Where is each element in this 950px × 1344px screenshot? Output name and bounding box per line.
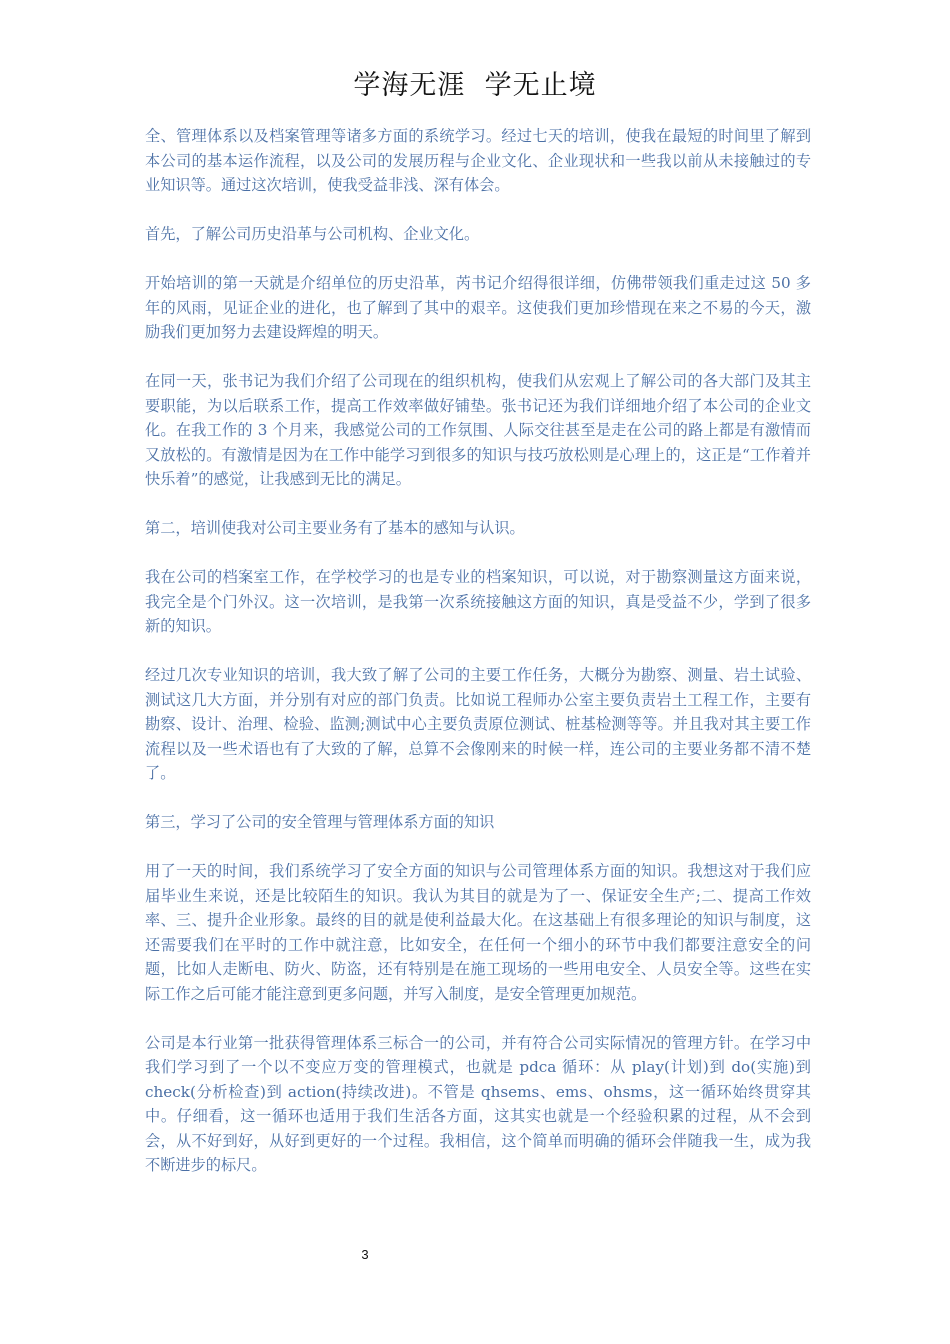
- section-heading: 首先，了解公司历史沿革与公司机构、企业文化。: [145, 225, 480, 243]
- paragraph: 在同一天，张书记为我们介绍了公司现在的组织机构，使我们从宏观上了解公司的各大部门及其主要职能，为以后联系工作，提高工作效率做好铺垫。张书记还为我们详细地介绍了本公司的企业文化。在我工作的 3 个月来，我感觉公司的工作氛围、人际交往甚至是走在公司的路上都是有激情而又放松的。有激情是因为在工作中能学习到很多的知识与技巧放松则是心理上的，这正是“工作着并快乐着”的感觉，让我感到无比的满足。: [145, 372, 811, 488]
- page-number: 3: [361, 1247, 369, 1262]
- paragraph: 公司是本行业第一批获得管理体系三标合一的公司，并有符合公司实际情况的管理方针。在学习中我们学习到了一个以不变应万变的管理模式，也就是 pdca 循环：从 play(计划)到 do(实施)到 check(分析检查)到 action(持续改进)。不管是 qhsems、ems、ohsms，这一循环始终贯穿其中。仔细看，这一循环也适用于我们生活各方面，这其实也就是一个经验积累的过程，从不会到会，从不好到好，从好到更好的一个过程。我相信，这个简单而明确的循环会伴随我一生，成为我不断进步的标尺。: [145, 1033, 811, 1174]
- paragraph: 开始培训的第一天就是介绍单位的历史沿革，芮书记介绍得很详细，仿佛带领我们重走过这 50 多年的风雨，见证企业的进化，也了解到了其中的艰辛。这使我们更加珍惜现在来之不易的今天，激励我们更加努力去建设辉煌的明天。: [145, 274, 811, 341]
- paragraph: 我在公司的档案室工作，在学校学习的也是专业的档案知识，可以说，对于勘察测量这方面来说，我完全是个门外汉。这一次培训，是我第一次系统接触这方面的知识，真是受益不少，学到了很多新的知识。: [145, 568, 811, 635]
- page-header-title: 学海无涯 学无止境: [353, 70, 597, 101]
- paragraph: 全、管理体系以及档案管理等诸多方面的系统学习。经过七天的培训，使我在最短的时间里了解到本公司的基本运作流程，以及公司的发展历程与企业文化、企业现状和一些我以前从未接触过的专业知识等。通过这次培训，使我受益非浅、深有体会。: [145, 127, 811, 194]
- section-heading: 第二，培训使我对公司主要业务有了基本的感知与认识。: [145, 519, 525, 537]
- paragraph: 经过几次专业知识的培训，我大致了解了公司的主要工作任务，大概分为勘察、测量、岩土试验、测试这几大方面，并分别有对应的部门负责。比如说工程师办公室主要负责岩土工程工作，主要有勘察、设计、治理、检验、监测;测试中心主要负责原位测试、桩基检测等等。并且我对其主要工作流程以及一些术语也有了大致的了解，总算不会像刚来的时候一样，连公司的主要业务都不清不楚了。: [145, 666, 811, 782]
- document-body: [145, 124, 811, 1202]
- section-heading: 第三，学习了公司的安全管理与管理体系方面的知识: [145, 813, 495, 831]
- paragraph: 用了一天的时间，我们系统学习了安全方面的知识与公司管理体系方面的知识。我想这对于我们应届毕业生来说，还是比较陌生的知识。我认为其目的就是为了一、保证安全生产;二、提高工作效率、三、提升企业形象。最终的目的就是使利益最大化。在这基础上有很多理论的知识与制度，这还需要我们在平时的工作中就注意，比如安全，在任何一个细小的环节中我们都要注意安全的问题，比如人走断电、防火、防盗，还有特别是在施工现场的一些用电安全、人员安全等。这些在实际工作之后可能才能注意到更多问题，并写入制度，是安全管理更加规范。: [145, 862, 811, 1003]
